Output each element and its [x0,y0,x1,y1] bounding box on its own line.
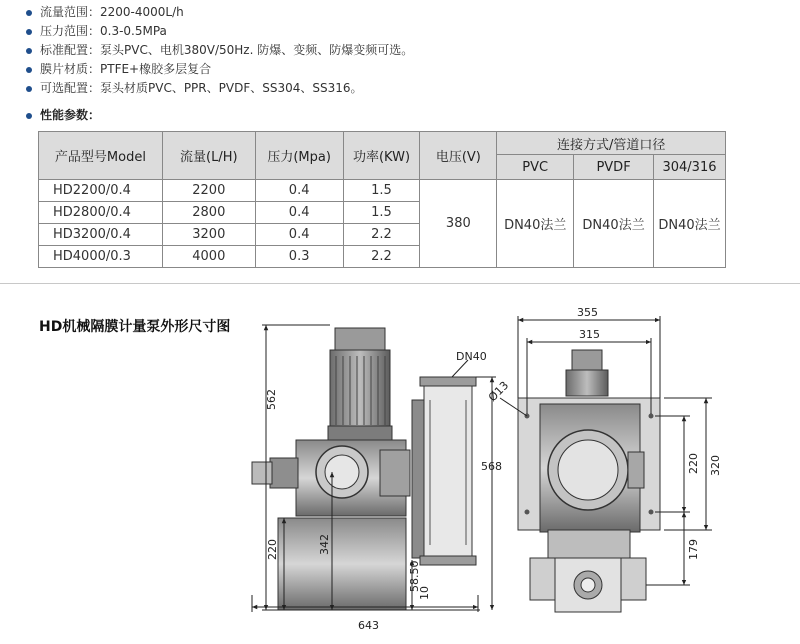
header-power: 功率(KW) [343,132,420,180]
cell-model: HD2800/0.4 [39,202,163,224]
drawing-title: HD机械隔膜计量泵外形尺寸图 [39,319,231,335]
header-pvdf: PVDF [574,155,654,180]
cell-model: HD4000/0.3 [39,246,163,268]
header-ss: 304/316 [654,155,726,180]
spec-item: 压力范围：0.3-0.5MPa [26,22,413,41]
cell-pressure: 0.3 [255,246,343,268]
cell-power: 1.5 [343,180,420,202]
dim-bottom-b: 10 [418,586,431,600]
dim-axis-height: 342 [318,534,331,555]
cell-power: 2.2 [343,246,420,268]
cell-flow: 2200 [162,180,255,202]
spec-item: 膜片材质：PTFE+橡胶多层复合 [26,60,413,79]
performance-heading: 性能参数： [26,106,100,125]
dim-dn: DN40 [456,350,487,363]
cell-model: HD2200/0.4 [39,180,163,202]
dim-total-length: 643 [358,619,379,632]
dim-right-320: 320 [709,455,722,476]
dim-hole: Ø13 [485,378,512,405]
cell-pressure: 0.4 [255,202,343,224]
dim-total-height: 562 [265,389,278,410]
header-voltage: 电压(V) [420,132,497,180]
spec-item: 可选配置：泵头材质PVC、PPR、PVDF、SS304、SS316。 [26,79,413,98]
header-connection: 连接方式/管道口径 [497,132,726,155]
cell-model: HD3200/0.4 [39,224,163,246]
dim-base-height: 220 [266,539,279,560]
cell-conn-pvc: DN40法兰 [497,180,574,268]
spec-item: 流量范围：2200-4000L/h [26,3,413,22]
dim-width-inner: 315 [579,328,600,341]
dim-right-179: 179 [687,539,700,560]
cell-flow: 2800 [162,202,255,224]
cell-flow: 4000 [162,246,255,268]
header-pvc: PVC [497,155,574,180]
cell-voltage: 380 [420,180,497,268]
cell-power: 1.5 [343,202,420,224]
dim-flange-height: 568 [481,460,502,473]
header-pressure: 压力(Mpa) [255,132,343,180]
cell-conn-ss: DN40法兰 [654,180,726,268]
header-model: 产品型号Model [39,132,163,180]
cell-power: 2.2 [343,224,420,246]
dim-bottom-a: 58.50 [408,560,421,592]
cell-pressure: 0.4 [255,224,343,246]
side-view [252,328,476,610]
front-view [518,350,660,612]
cell-pressure: 0.4 [255,180,343,202]
dim-right-220: 220 [687,453,700,474]
cell-conn-pvdf: DN40法兰 [574,180,654,268]
dim-width-outer: 355 [577,306,598,319]
header-flow: 流量(L/H) [162,132,255,180]
spec-item: 标准配置：泵头PVC、电机380V/50Hz. 防爆、变频、防爆变频可选。 [26,41,413,60]
cell-flow: 3200 [162,224,255,246]
